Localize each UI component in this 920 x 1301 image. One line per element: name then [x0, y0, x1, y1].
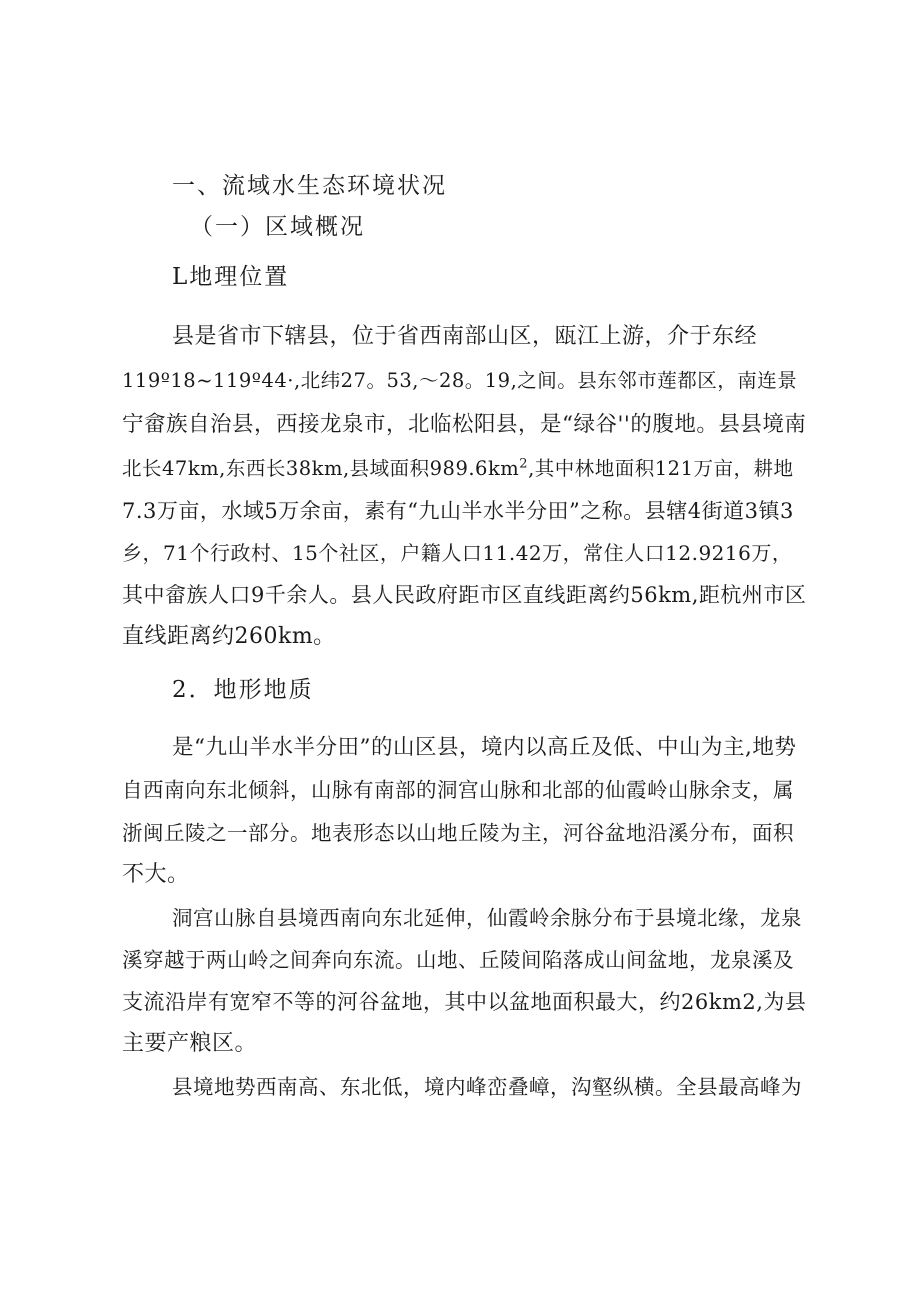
text-line: 县境地势西南高、东北低，境内峰峦叠嶂，沟壑纵横。全县最高峰为: [172, 1075, 802, 1099]
text-line: 乡，71个行政村、15个社区，户籍人口11.42万，常住人口12.9216万，: [122, 541, 793, 565]
text-line: 支流沿岸有宽窄不等的河谷盆地，其中以盆地面积最大，约26km2,为县: [122, 990, 807, 1014]
subsection-heading: （一）区域概况: [190, 214, 365, 240]
subheading-terrain: 2．地形地质: [172, 677, 314, 703]
text-line: 宁畲族自治县，西接龙泉市，北临松阳县，是“绿谷''的腹地。县县境南: [122, 412, 807, 437]
text-line: 溪穿越于两山岭之间奔向东流。山地、丘陵间陷落成山间盆地，龙泉溪及: [122, 948, 794, 972]
text-line: 是“九山半水半分田”的山区县，境内以高丘及低、中山为主,地势: [172, 735, 797, 760]
text-segment: 北长47km,东西长38km,县域面积989.6km: [122, 457, 520, 480]
text-line: 主要产粮区。: [122, 1031, 258, 1056]
text-line: 不大。: [122, 862, 190, 887]
text-line: 其中畲族人口9千余人。县人民政府距市区直线距离约56km,距杭州市区: [122, 583, 807, 607]
text-line: 洞宫山脉自县境西南向东北延伸，仙霞岭余脉分布于县境北缘，龙泉: [172, 906, 802, 930]
text-segment: ,其中林地面积121万亩，耕地: [528, 457, 794, 480]
section-heading: 一、流域水生态环境状况: [172, 173, 447, 199]
text-line: [122, 454, 793, 484]
text-line: 浙闽丘陵之一部分。地表形态以山地丘陵为主，河谷盆地沿溪分布，面积: [122, 821, 794, 845]
text-line: 自西南向东北倾斜，山脉有南部的洞宫山脉和北部的仙霞岭山脉余支，属: [122, 778, 794, 802]
text-line: 119º18~119º44·,北纬27。53,～28。19,之间。县东邻市莲都区，南连景: [122, 369, 798, 392]
superscript: 2: [519, 456, 529, 472]
text-line: 县是省市下辖县，位于省西南部山区，瓯江上游，介于东经: [172, 324, 758, 349]
text-line: 7.3万亩，水域5万余亩，素有“九山半水半分田”之称。县辖4街道3镇3: [122, 499, 794, 523]
text-line: 直线距离约260km。: [122, 624, 336, 649]
subheading-location: L地理位置: [172, 264, 290, 290]
